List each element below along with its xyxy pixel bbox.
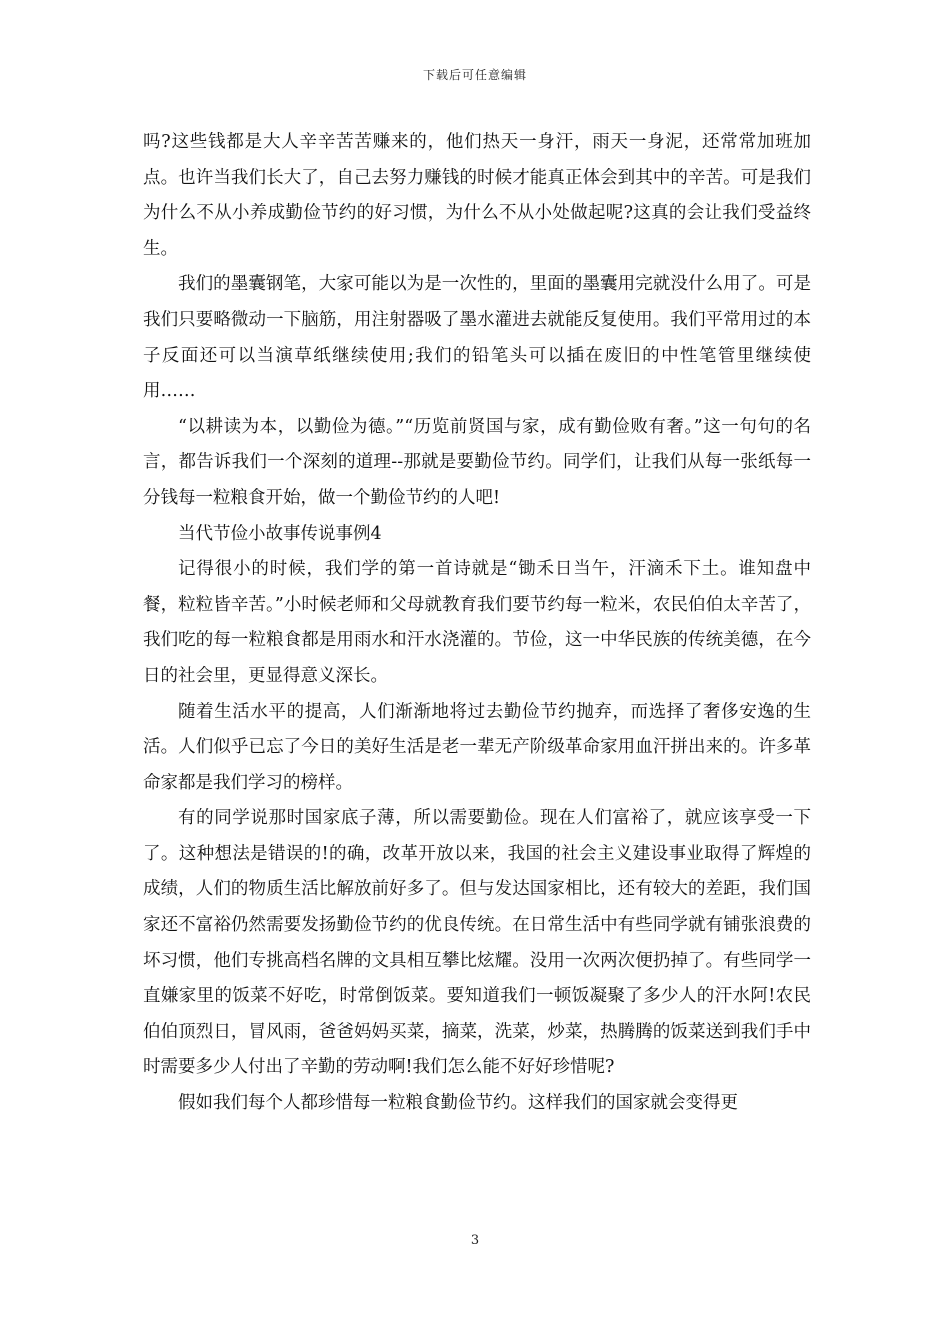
- document-body: [143, 125, 811, 1122]
- paragraph: “以耕读为本，以勤俭为德。”“历览前贤国与家，成有勤俭败有奢。”这一句句的名言，都告诉我们一个深刻的道理--那就是要勤俭节约。同学们，让我们从每一张纸每一分钱每一粒粮食开始，做一个勤俭节约的人吧!: [143, 416, 811, 508]
- section-heading: 当代节俭小故事传说事例4: [178, 523, 382, 544]
- paragraph: 记得很小的时候，我们学的第一首诗就是“锄禾日当午，汗滴禾下土。谁知盘中餐，粒粒皆辛苦。”小时候老师和父母就教育我们要节约每一粒米，农民伯伯太辛苦了，我们吃的每一粒粮食都是用雨水和汗水浇灌的。节俭，这一中华民族的传统美德，在今日的社会里，更显得意义深长。: [143, 559, 811, 686]
- page-header: 下载后可任意编辑: [422, 68, 527, 82]
- page-number: 3: [470, 1233, 480, 1248]
- paragraph: 有的同学说那时国家底子薄，所以需要勤俭。现在人们富裕了，就应该享受一下了。这种想法是错误的!的确，改革开放以来，我国的社会主义建设事业取得了辉煌的成绩，人们的物质生活比解放前好多了。但与发达国家相比，还有较大的差距，我们国家还不富裕仍然需要发扬勤俭节约的优良传统。在日常生活中有些同学就有铺张浪费的坏习惯，他们专挑高档名牌的文具相互攀比炫耀。没用一次两次便扔掉了。有些同学一直嫌家里的饭菜不好吃，时常倒饭菜。要知道我们一顿饭凝聚了多少人的汗水阿!农民伯伯顶烈日，冒风雨，爸爸妈妈买菜，摘菜，洗菜，炒菜，热腾腾的饭菜送到我们手中时需要多少人付出了辛勤的劳动啊!我们怎么能不好好珍惜呢?: [143, 808, 811, 1078]
- paragraph: 吗?这些钱都是大人辛辛苦苦赚来的，他们热天一身汗，雨天一身泥，还常常加班加点。也许当我们长大了，自己去努力赚钱的时候才能真正体会到其中的辛苦。可是我们为什么不从小养成勤俭节约的好习惯，为什么不从小处做起呢?这真的会让我们受益终生。: [143, 132, 811, 259]
- paragraph: 假如我们每个人都珍惜每一粒粮食勤俭节约。这样我们的国家就会变得更: [178, 1093, 738, 1114]
- paragraph: 我们的墨囊钢笔，大家可能以为是一次性的，里面的墨囊用完就没什么用了。可是我们只要略微动一下脑筋，用注射器吸了墨水灌进去就能反复使用。我们平常用过的本子反面还可以当演草纸继续使用;我们的铅笔头可以插在废旧的中性笔管里继续使用……: [143, 274, 811, 402]
- paragraph: 随着生活水平的提高，人们渐渐地将过去勤俭节约抛弃，而选择了奢侈安逸的生活。人们似乎已忘了今日的美好生活是老一辈无产阶级革命家用血汗拼出来的。许多革命家都是我们学习的榜样。: [143, 701, 811, 793]
